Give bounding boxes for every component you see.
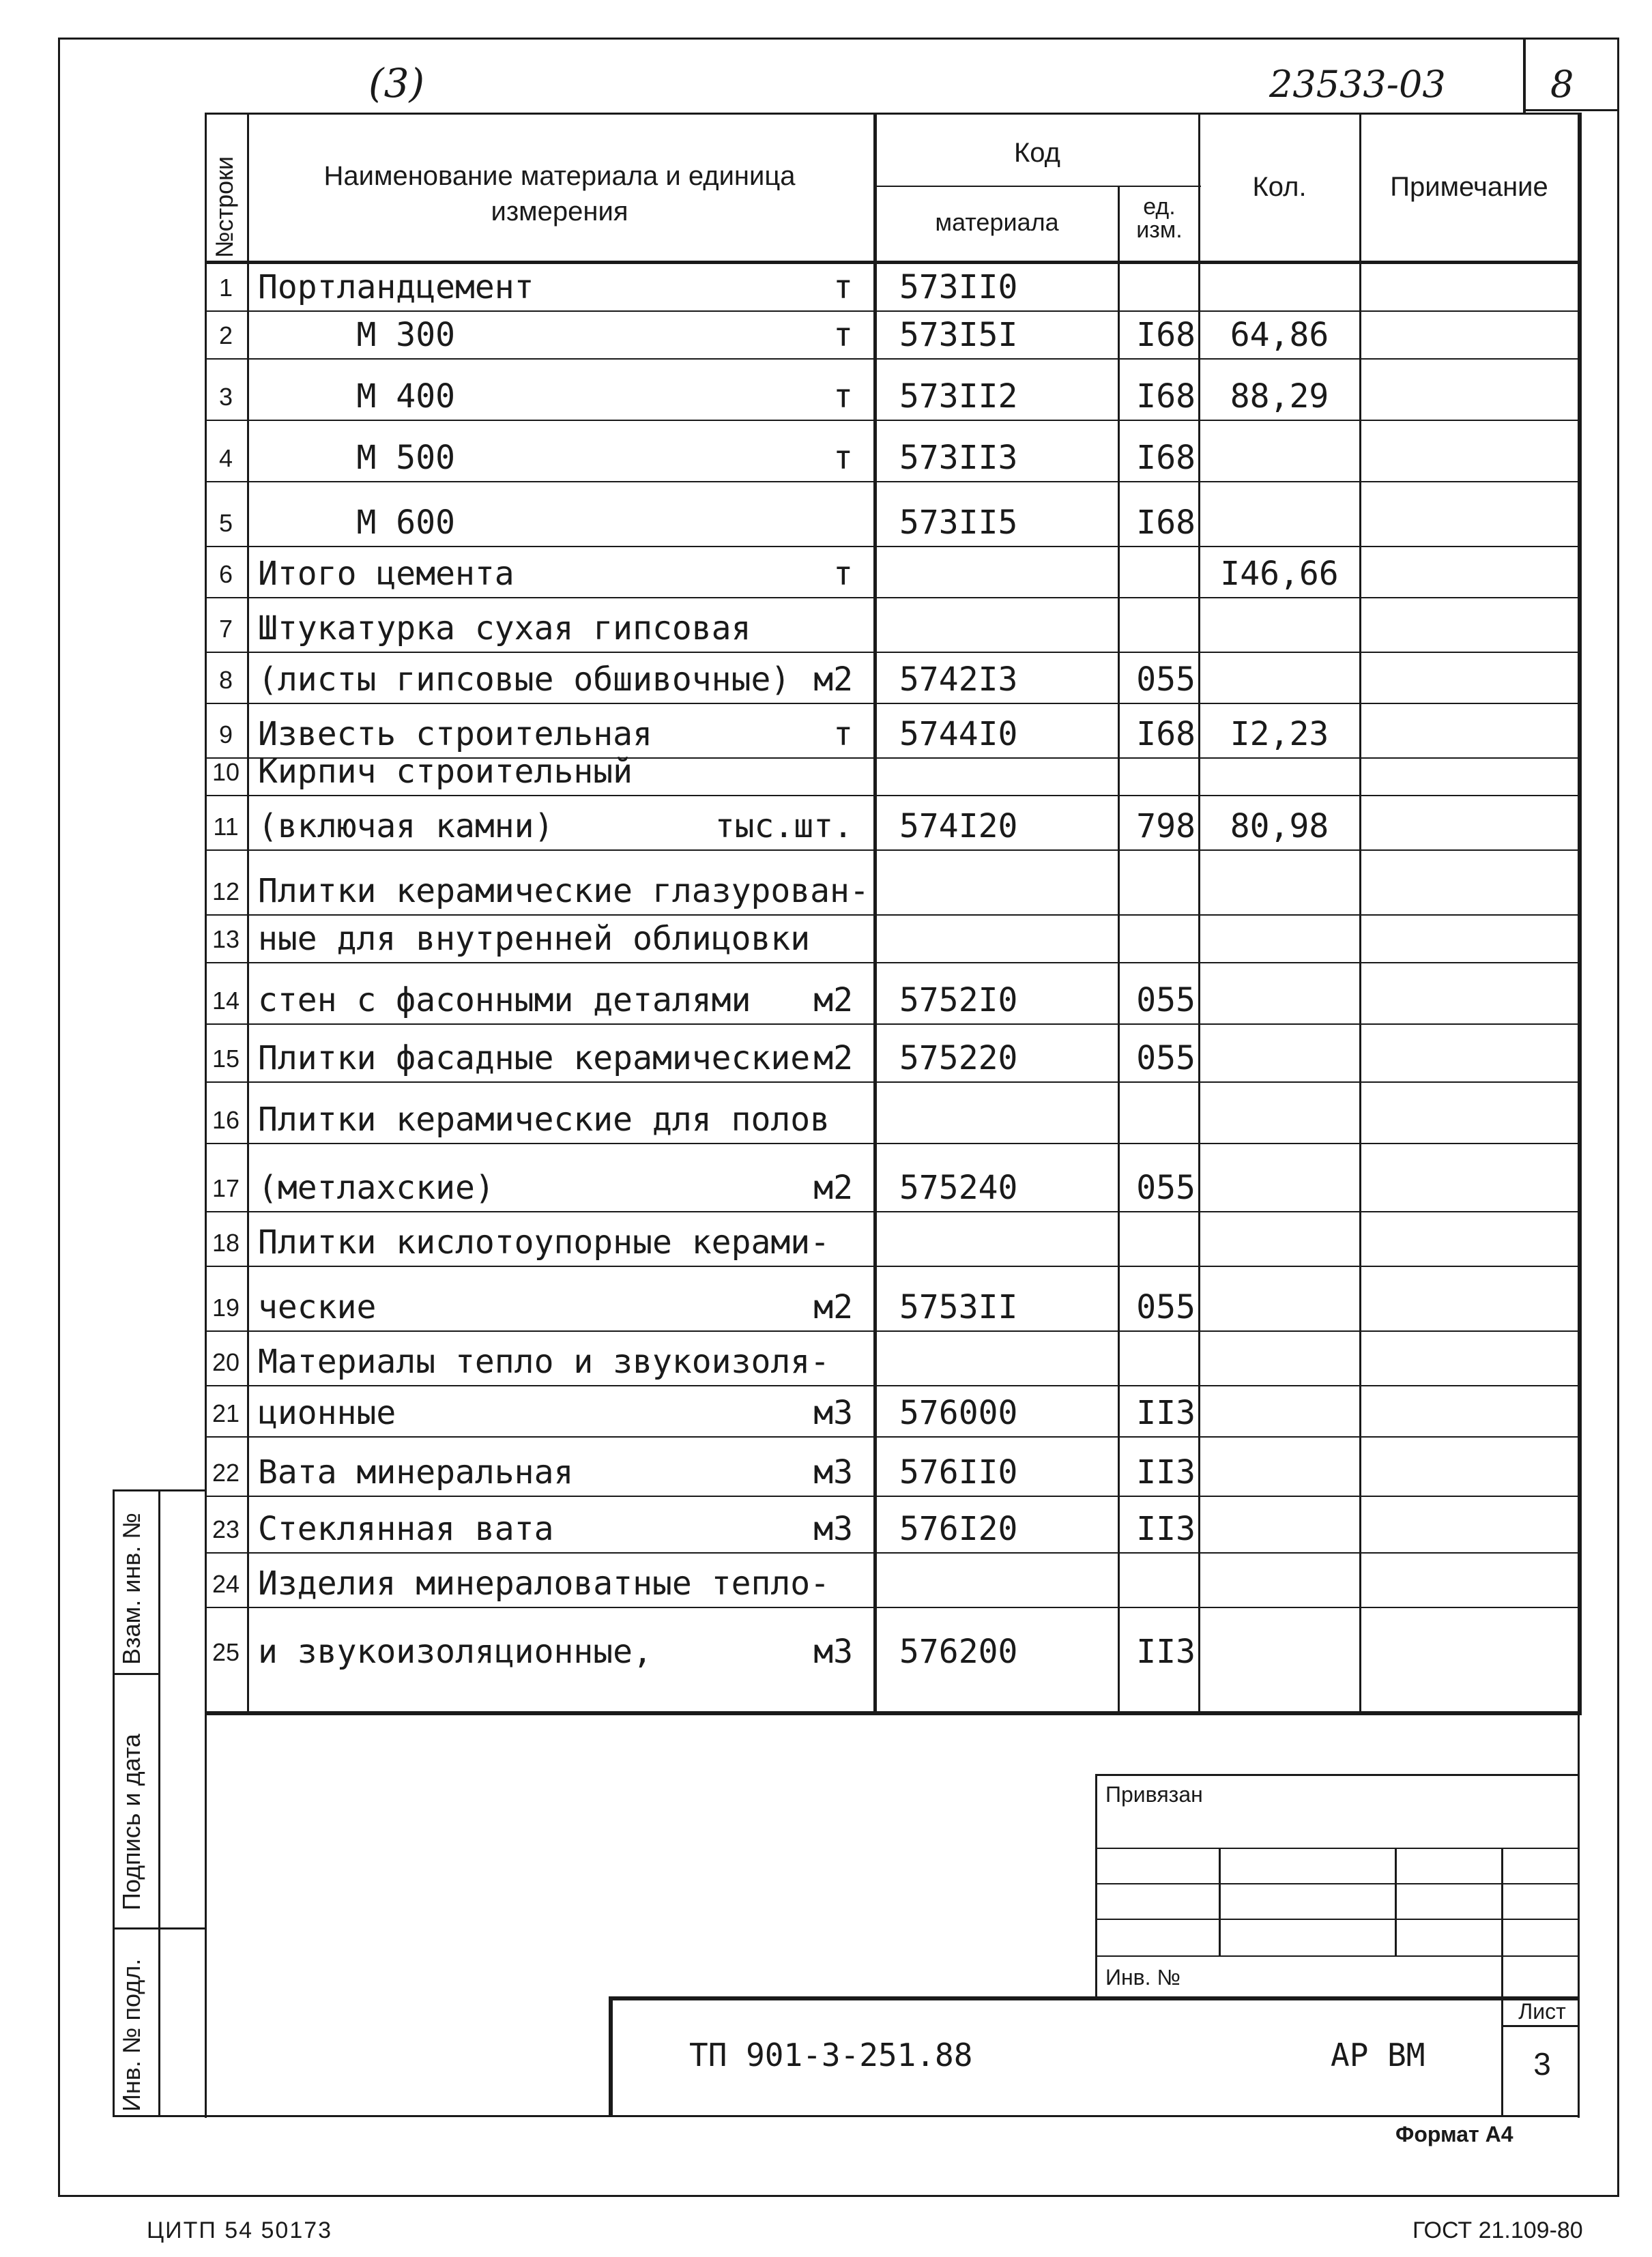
material-name: М 600 (258, 504, 455, 542)
material-name: ческие (258, 1288, 377, 1326)
header-note: Примечание (1390, 172, 1548, 202)
row-number: 23 (212, 1515, 240, 1543)
material-code: 575220 (899, 1039, 1018, 1077)
material-name: Итого цемента (258, 555, 515, 593)
header-code-unit: ед. изм. (1136, 194, 1183, 243)
material-unit: т (833, 715, 853, 753)
unit-code: 055 (1136, 981, 1195, 1019)
unit-code: II3 (1136, 1453, 1195, 1491)
row-number: 13 (212, 925, 240, 953)
material-code: 5742I3 (899, 660, 1018, 699)
quantity: I46,66 (1220, 555, 1339, 593)
material-name: Плитки керамические глазурован- (258, 872, 869, 910)
row-number: 16 (212, 1106, 240, 1134)
page-number: 8 (1550, 63, 1574, 106)
inv-no-label: Инв. № (1105, 1965, 1180, 1990)
material-code: 573I5I (899, 316, 1018, 354)
row-number: 2 (218, 321, 233, 349)
inv-podl-label: Инв. № подл. (117, 1958, 145, 2112)
material-name: Материалы тепло и звукоизоля- (258, 1343, 830, 1381)
material-code: 576200 (899, 1633, 1018, 1671)
material-code: 573II3 (899, 439, 1018, 477)
material-name: Известь строительная (258, 715, 652, 753)
row-number: 18 (212, 1229, 240, 1257)
material-unit: т (833, 439, 853, 477)
material-name: Плитки кислотоупорные керами- (258, 1223, 830, 1262)
material-name: М 300 (258, 316, 455, 354)
material-code: 573II0 (899, 268, 1018, 306)
unit-code: II3 (1136, 1633, 1195, 1671)
quantity: 88,29 (1230, 377, 1329, 416)
list-label: Лист (1518, 1999, 1566, 2024)
row-number: 6 (218, 560, 233, 588)
row-number: 11 (213, 813, 239, 841)
footer-gost: ГОСТ 21.109-80 (1412, 2217, 1583, 2243)
row-number: 24 (212, 1570, 240, 1598)
material-unit: т (833, 316, 853, 354)
row-number: 4 (218, 444, 233, 472)
vzam-inv-label: Взам. инв. № (117, 1512, 145, 1665)
material-name: М 400 (258, 377, 455, 416)
drawing-mark: АР ВМ (1331, 2037, 1425, 2073)
unit-code: 798 (1136, 807, 1195, 845)
material-name: Изделия минераловатные тепло- (258, 1564, 830, 1603)
material-name: (метлахские) (258, 1169, 495, 1207)
material-code: 5753II (899, 1288, 1018, 1326)
row-number: 25 (212, 1638, 240, 1666)
material-unit: т (833, 268, 853, 306)
footer-left-code: ЦИТП 54 50173 (147, 2217, 333, 2243)
material-code: 573II5 (899, 504, 1018, 542)
unit-code: 055 (1136, 1039, 1195, 1077)
row-number: 5 (218, 509, 233, 537)
material-name: и звукоизоляционные, (258, 1633, 652, 1671)
material-name: Плитки керамические для полов (258, 1101, 830, 1139)
material-unit: м2 (813, 1169, 853, 1207)
unit-code: I68 (1136, 316, 1195, 354)
material-unit: м3 (813, 1453, 853, 1491)
material-unit: тыс.шт. (714, 807, 853, 845)
material-unit: м2 (813, 1039, 853, 1077)
material-name: Штукатурка сухая гипсовая (258, 609, 751, 647)
quantity: 64,86 (1230, 316, 1329, 354)
material-name: ционные (258, 1394, 396, 1432)
material-code: 573II2 (899, 377, 1018, 416)
podpis-data-label: Подпись и дата (117, 1734, 145, 1910)
row-number: 7 (218, 615, 233, 643)
material-name: Портландцемент (258, 268, 534, 306)
row-number: 8 (218, 666, 233, 694)
unit-code: I68 (1136, 439, 1195, 477)
unit-code: 055 (1136, 1169, 1195, 1207)
row-number: 20 (212, 1348, 240, 1376)
row-number: 14 (212, 987, 240, 1015)
material-code: 576II0 (899, 1453, 1018, 1491)
quantity: 80,98 (1230, 807, 1329, 845)
header-quantity: Кол. (1252, 172, 1307, 202)
material-unit: т (833, 377, 853, 416)
privyazan-label: Привязан (1105, 1782, 1203, 1807)
material-name: Плитки фасадные керамические (258, 1039, 811, 1077)
material-code: 575240 (899, 1169, 1018, 1207)
header-row-number: №строки (210, 156, 238, 258)
row-number: 10 (212, 758, 240, 786)
unit-code: 055 (1136, 660, 1195, 699)
material-code: 5744I0 (899, 715, 1018, 753)
material-code: 576I20 (899, 1510, 1018, 1548)
material-code: 5752I0 (899, 981, 1018, 1019)
material-unit: м2 (813, 1288, 853, 1326)
sheet-number: 3 (1533, 2046, 1551, 2082)
material-name: М 500 (258, 439, 455, 477)
row-number: 9 (218, 720, 233, 748)
material-unit: м2 (813, 660, 853, 699)
unit-code: I68 (1136, 715, 1195, 753)
unit-code: II3 (1136, 1394, 1195, 1432)
row-number: 3 (218, 383, 233, 411)
project-code: ТП 901-3-251.88 (689, 2037, 973, 2073)
material-code: 574I20 (899, 807, 1018, 845)
unit-code: I68 (1136, 504, 1195, 542)
material-name: ные для внутренней облицовки (258, 920, 811, 958)
material-name: Стеклянная вата (258, 1510, 554, 1548)
document-number: 23533-03 (1269, 63, 1446, 106)
unit-code: II3 (1136, 1510, 1195, 1548)
sheet-label: (3) (368, 60, 425, 106)
material-unit: м3 (813, 1633, 853, 1671)
header-code-material: материала (935, 208, 1059, 236)
row-number: 12 (212, 877, 240, 905)
material-name: (включая камни) (258, 807, 554, 845)
material-name: (листы гипсовые обшивочные) (258, 660, 791, 699)
quantity: I2,23 (1230, 715, 1329, 753)
unit-code: I68 (1136, 377, 1195, 416)
row-number: 21 (212, 1399, 240, 1427)
row-number: 22 (212, 1459, 240, 1487)
material-unit: м2 (813, 981, 853, 1019)
row-number: 1 (218, 274, 233, 302)
material-unit: м3 (813, 1394, 853, 1432)
material-name: стен с фасонными деталями (258, 981, 751, 1019)
unit-code: 055 (1136, 1288, 1195, 1326)
row-number: 19 (212, 1294, 240, 1322)
material-code: 576000 (899, 1394, 1018, 1432)
row-number: 17 (212, 1174, 240, 1202)
material-unit: м3 (813, 1510, 853, 1548)
material-name: Вата минеральная (258, 1453, 574, 1491)
header-code: Код (1013, 138, 1060, 168)
row-number: 15 (212, 1045, 240, 1073)
material-unit: т (833, 555, 853, 593)
material-name: Кирпич строительный (258, 753, 633, 791)
header-material-name: Наименование материала и единица измерения (323, 161, 796, 227)
format-label: Формат А4 (1395, 2122, 1513, 2146)
